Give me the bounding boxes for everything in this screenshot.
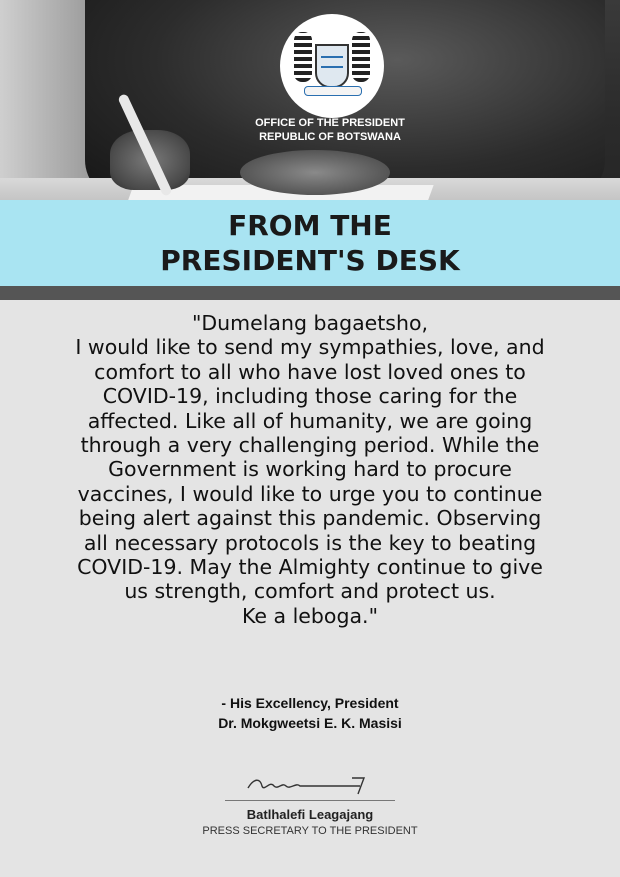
president-message [38,311,582,628]
attribution-line-2: Dr. Mokgweetsi E. K. Masisi [218,715,402,731]
attribution [120,693,500,733]
message-line: I would like to send my sympathies, love, and [75,335,545,360]
press-secretary-name: Batlhalefi Leagajang [246,807,374,822]
message-line: affected. Like all of humanity, we are going [87,408,533,433]
message-line: comfort to all who have lost loved ones to [94,359,526,384]
message-line: Government is working hard to procure [108,457,512,482]
office-line-2: REPUBLIC OF BOTSWANA [259,131,401,143]
signature-line [225,800,395,801]
banner-divider [0,286,620,300]
coat-of-arms-emblem-icon [280,14,384,118]
message-line: COVID-19. May the Almighty continue to give [77,555,543,580]
resting-hand [240,150,390,195]
office-line-1: OFFICE OF THE PRESIDENT [255,117,405,129]
message-line: being alert against this pandemic. Observing [78,506,542,531]
motto-ribbon [304,86,362,96]
message-line: vaccines, I would like to urge you to continue [77,481,543,506]
handwritten-signature [240,772,380,798]
zebra-left-icon [294,32,312,82]
message-line: through a very challenging period. While the [80,433,540,458]
zebra-right-icon [352,32,370,82]
message-line: "Dumelang bagaetsho, [191,311,429,335]
title-banner [0,200,620,286]
banner-title-line-2: PRESIDENT'S DESK [160,244,460,277]
office-title [200,116,460,144]
attribution-line-1: - His Excellency, President [221,695,399,711]
press-secretary-title: PRESS SECRETARY TO THE PRESIDENT [202,825,418,837]
message-line: Ke a leboga." [241,603,378,628]
message-line: us strength, comfort and protect us. [124,579,496,604]
banner-title-line-1: FROM THE [228,209,392,242]
message-line: all necessary protocols is the key to beating [83,530,537,555]
shield-icon [315,44,349,88]
message-line: COVID-19, including those caring for the [102,384,518,409]
